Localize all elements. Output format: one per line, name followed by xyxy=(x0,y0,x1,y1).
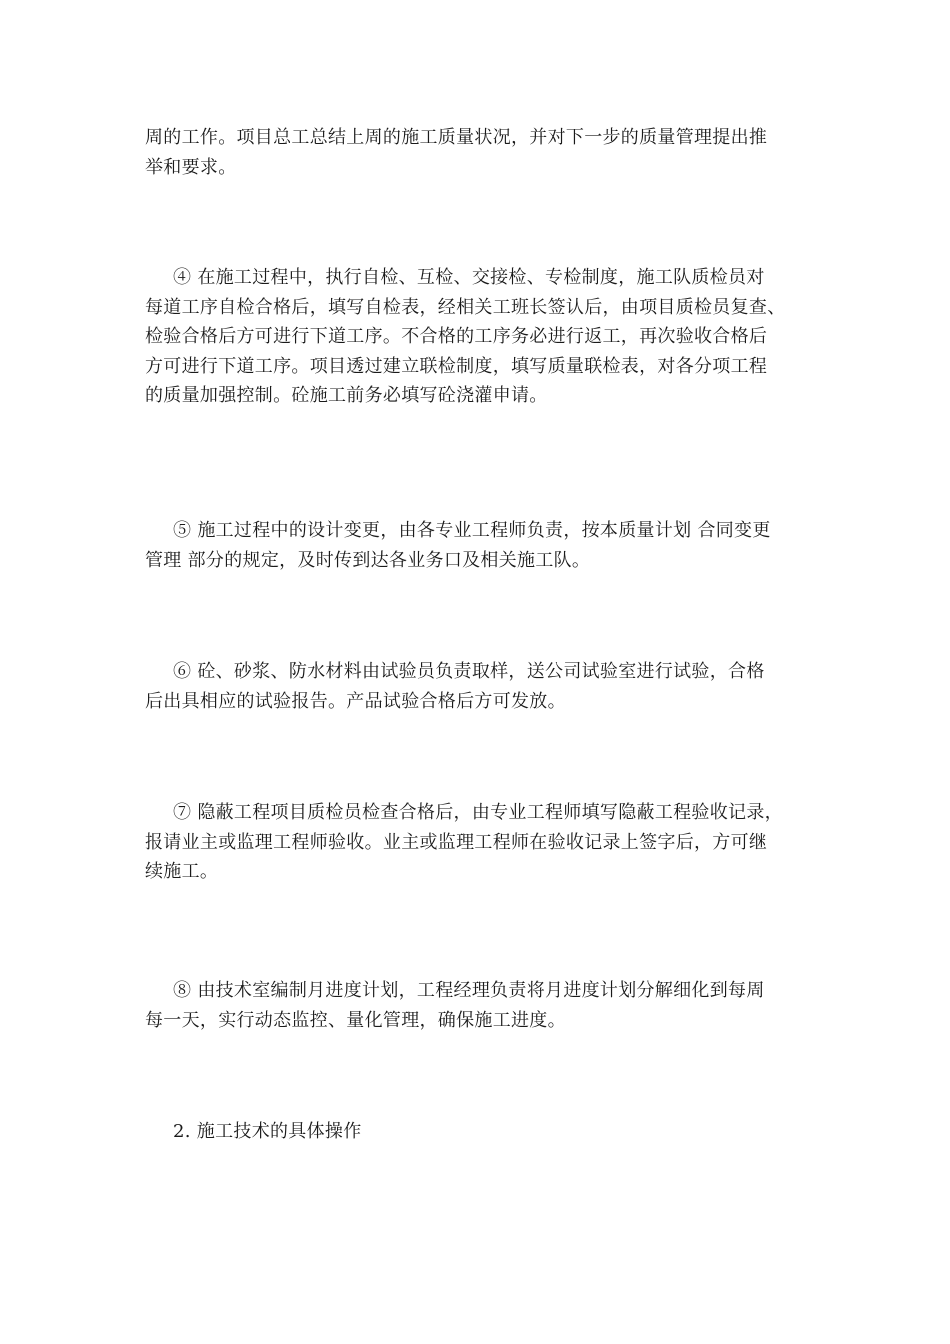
section-heading xyxy=(145,1117,810,1147)
paragraph-item-4 xyxy=(145,263,810,411)
paragraph-item-5 xyxy=(145,516,810,575)
text-line: 管理 部分的规定，及时传到达各业务口及相关施工队。 xyxy=(145,549,591,571)
text-line: 报请业主或监理工程师验收。业主或监理工程师在验收记录上签字后，方可继 xyxy=(145,831,768,853)
paragraph-item-8 xyxy=(145,976,810,1035)
text-line: 检验合格后方可进行下道工序。不合格的工序务必进行返工，再次验收合格后 xyxy=(145,326,768,347)
text-line: ⑥ 砼、砂浆、防水材料由试验员负责取样，送公司试验室进行试验，合格 xyxy=(173,661,765,682)
paragraph-continuation xyxy=(145,123,810,182)
text-line: 周的工作。项目总工总结上周的施工质量状况，并对下一步的质量管理提出推 xyxy=(145,127,768,148)
text-line: ④ 在施工过程中，执行自检、互检、交接检、专检制度，施工队质检员对 xyxy=(173,267,765,288)
text-line: 后出具相应的试验报告。产品试验合格后方可发放。 xyxy=(145,690,566,712)
heading-text: 2. 施工技术的具体操作 xyxy=(173,1121,362,1142)
text-line: 的质量加强控制。砼施工前务必填写砼浇灌申请。 xyxy=(145,385,548,406)
text-line: 举和要求。 xyxy=(145,156,237,178)
text-line: 续施工。 xyxy=(145,861,219,882)
text-line: ⑤ 施工过程中的设计变更，由各专业工程师负责，按本质量计划 合同变更 xyxy=(173,520,771,541)
text-line: ⑧ 由技术室编制月进度计划，工程经理负责将月进度计划分解细化到每周 xyxy=(173,980,765,1001)
text-line: 每一天，实行动态监控、量化管理，确保施工进度。 xyxy=(145,1009,566,1031)
text-line: 每道工序自检合格后，填写自检表，经相关工班长签认后，由项目质检员复查、 xyxy=(145,296,786,318)
text-line: ⑦ 隐蔽工程项目质检员检查合格后，由专业工程师填写隐蔽工程验收记录， xyxy=(173,802,783,823)
paragraph-item-7 xyxy=(145,798,810,887)
text-line: 方可进行下道工序。项目透过建立联检制度，填写质量联检表，对各分项工程 xyxy=(145,355,768,377)
paragraph-item-6 xyxy=(145,657,810,716)
